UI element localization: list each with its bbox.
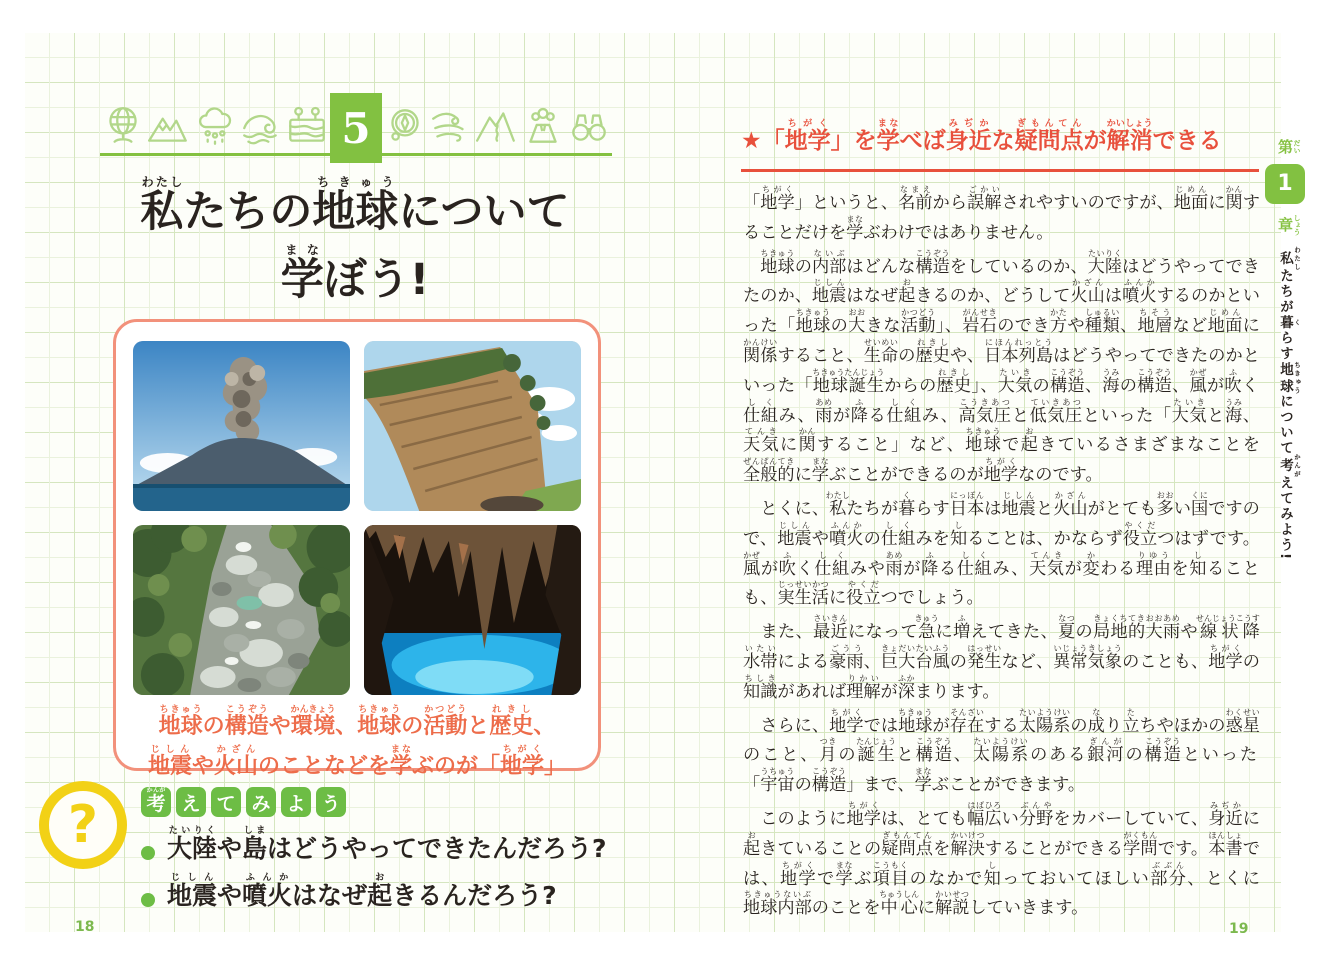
chapter-icon-strip — [100, 93, 612, 156]
rain-cloud-icon — [192, 103, 238, 149]
photo-grid — [133, 341, 581, 695]
body-paragraph: このように地学ちがくは、とても幅広はばひろい分野ぶんやをカバーしていて、身近みぢかに起おきていることの疑問点ぎもんてんを解決かいけつすることができる学問がくもんです。本書ほんしょでは、地学ちがくで学まなぶ項目こうもくのなかで知しっておいてほしい部分ぶぶん、とくに地球内部ちきゅうないぶのことを中心ちゅうしんに解説かいせつしていきます。 — [743, 800, 1260, 919]
think-section — [39, 781, 607, 919]
body-paragraph: とくに、私わたしたちが暮くらす日本にっぽんは地震じしんと火山かざんがとても多おおい国くにですので、地震じしんや噴火ふんかの仕組しくみを知しることは、かならず役立やくだつはずです。風かぜが吹ふく仕組しくみや雨あめが降ふる仕組しくみ、天気てんきが変かわる理由りゆうを知しることも、実生活じっせいかつに役立やくだつでしょう。 — [743, 490, 1260, 609]
photo-blue-cave — [364, 525, 581, 695]
chapter-sidebar — [1265, 139, 1305, 561]
chapter-suffix: 章 しょう — [1276, 214, 1301, 236]
graph-paper-background — [25, 33, 1301, 937]
chapter-number: 1 — [1277, 171, 1293, 197]
think-label-char: み — [246, 787, 276, 817]
page-number-right: 19 — [1229, 921, 1249, 937]
page-title — [63, 175, 647, 311]
strata-icon — [284, 103, 330, 149]
globe-icon — [100, 103, 146, 149]
think-label-char: 考かんが — [141, 787, 171, 817]
question-item: 地震じしんや噴火ふんかはなぜ起おきるんだろう? — [141, 872, 607, 919]
body-paragraph: 地球ちきゅうの内部ないぶはどんな構造こうぞうをしているのか、大陸たいりくはどうやってできたのか、地震じしんはなぜ起おきるのか、どうして火山かざんは噴火ふんかするのかといった「地球ちきゅうの大おおきな活動かつどう」、岩石がんせきのでき方かたや種類しゅるい、地層ちそうなど地面じめんに関係かんけいすること、生命せいめいの歴史れきしや、日本列島にほんれっとうはどうやってできたのかといった「地球誕生ちきゅうたんじょうからの歴史れきし」、大気たいきの構造こうぞう、海うみの構造こうぞう、風かぜが吹ふく仕組しくみ、雨あめが降ふる仕組しくみ、高気圧こうきあつと低気圧ていきあつといった「大気たいきと海うみ、天気てんきに関かんすること」など、地球ちきゅうで起おきているさまざまなことを全般的ぜんぱんてきに学まなぶことができるのが地学ちがくなのです。 — [743, 248, 1260, 486]
page-title-line-1: 私わたしたちの地球ちきゅうについて — [140, 175, 570, 237]
section-heading: ★「地学ちがく」を学まなべば身近みぢかな疑問点ぎもんてんが解消かいしょうできる — [741, 119, 1259, 172]
question-mark: ? — [67, 795, 99, 855]
body-text — [743, 185, 1260, 924]
wind-icon — [428, 103, 474, 149]
binoculars-icon — [566, 103, 612, 149]
photo-rock-strata-cliff — [364, 341, 581, 511]
wave-icon — [238, 103, 284, 149]
think-label-char: よ — [281, 787, 311, 817]
think-body — [141, 781, 607, 919]
photo-card — [113, 319, 601, 779]
body-paragraph: 「地学ちがく」というと、名前なまえから誤解ごかいされやすいのですが、地面じめんに関かんすることだけを学まなぶわけではありません。 — [743, 185, 1260, 243]
question-item: 大陸たいりくや島しまはどうやってできたんだろう? — [141, 825, 607, 872]
body-paragraph: さらに、地学ちがくでは地球ちきゅうが存在そんざいする太陽系たいようけいの成なり立たちやほかの惑星わくせいのこと、月つきの誕生たんじょうと構造こうぞう、太陽系たいようけいのある銀河ぎんがの構造こうぞうといった「宇宙うちゅうの構造こうぞう」まで、学まなぶことができます。 — [743, 707, 1260, 796]
unit-number: 5 — [341, 103, 371, 153]
page-title-line-2: 学まなぼう! — [280, 243, 430, 305]
photo-mountain-stream — [133, 525, 350, 695]
compass-icon — [382, 103, 428, 149]
volcano-icon — [520, 103, 566, 149]
photo-volcanic-eruption — [133, 341, 350, 511]
question-mark-badge — [39, 781, 127, 869]
unit-number-box — [330, 93, 382, 163]
think-label-char: え — [176, 787, 206, 817]
question-list — [141, 825, 607, 919]
think-label-char: う — [316, 787, 346, 817]
caption-line: 地震じしんや火山かざんのことなどを学まなぶのが「地学ちがく」 — [147, 745, 567, 779]
chapter-title: 私 わたしたちが暮 くらす地球 ちきゅうについて考 かんがえてみよう! — [1277, 246, 1301, 562]
mountain-stream-icon — [474, 103, 520, 149]
chapter-prefix: 第 だい — [1276, 139, 1301, 154]
think-label-char: て — [211, 787, 241, 817]
page-number-left: 18 — [75, 919, 95, 935]
think-label — [141, 787, 607, 817]
caption-line: 地球ちきゅうの構造こうぞうや環境かんきょう、地球ちきゅうの活動かつどうと歴史れきし、 — [158, 705, 556, 739]
chapter-tab-number-box — [1265, 164, 1305, 204]
mountain-icon — [146, 103, 192, 149]
photo-caption — [133, 705, 581, 785]
body-paragraph: また、最近さいきんになって急きゅうに増ふえてきた、夏なつの局地的大雨きょくちてきおおあめや線状降水帯せんじょうこうすいたいによる豪雨ごうう、巨大台風きょだいたいふうの発生はっせいなど、異常気象いじょうきしょうのことも、地学ちがくの知識ちしきがあれば理解りかいが深ふかまります。 — [743, 614, 1260, 702]
